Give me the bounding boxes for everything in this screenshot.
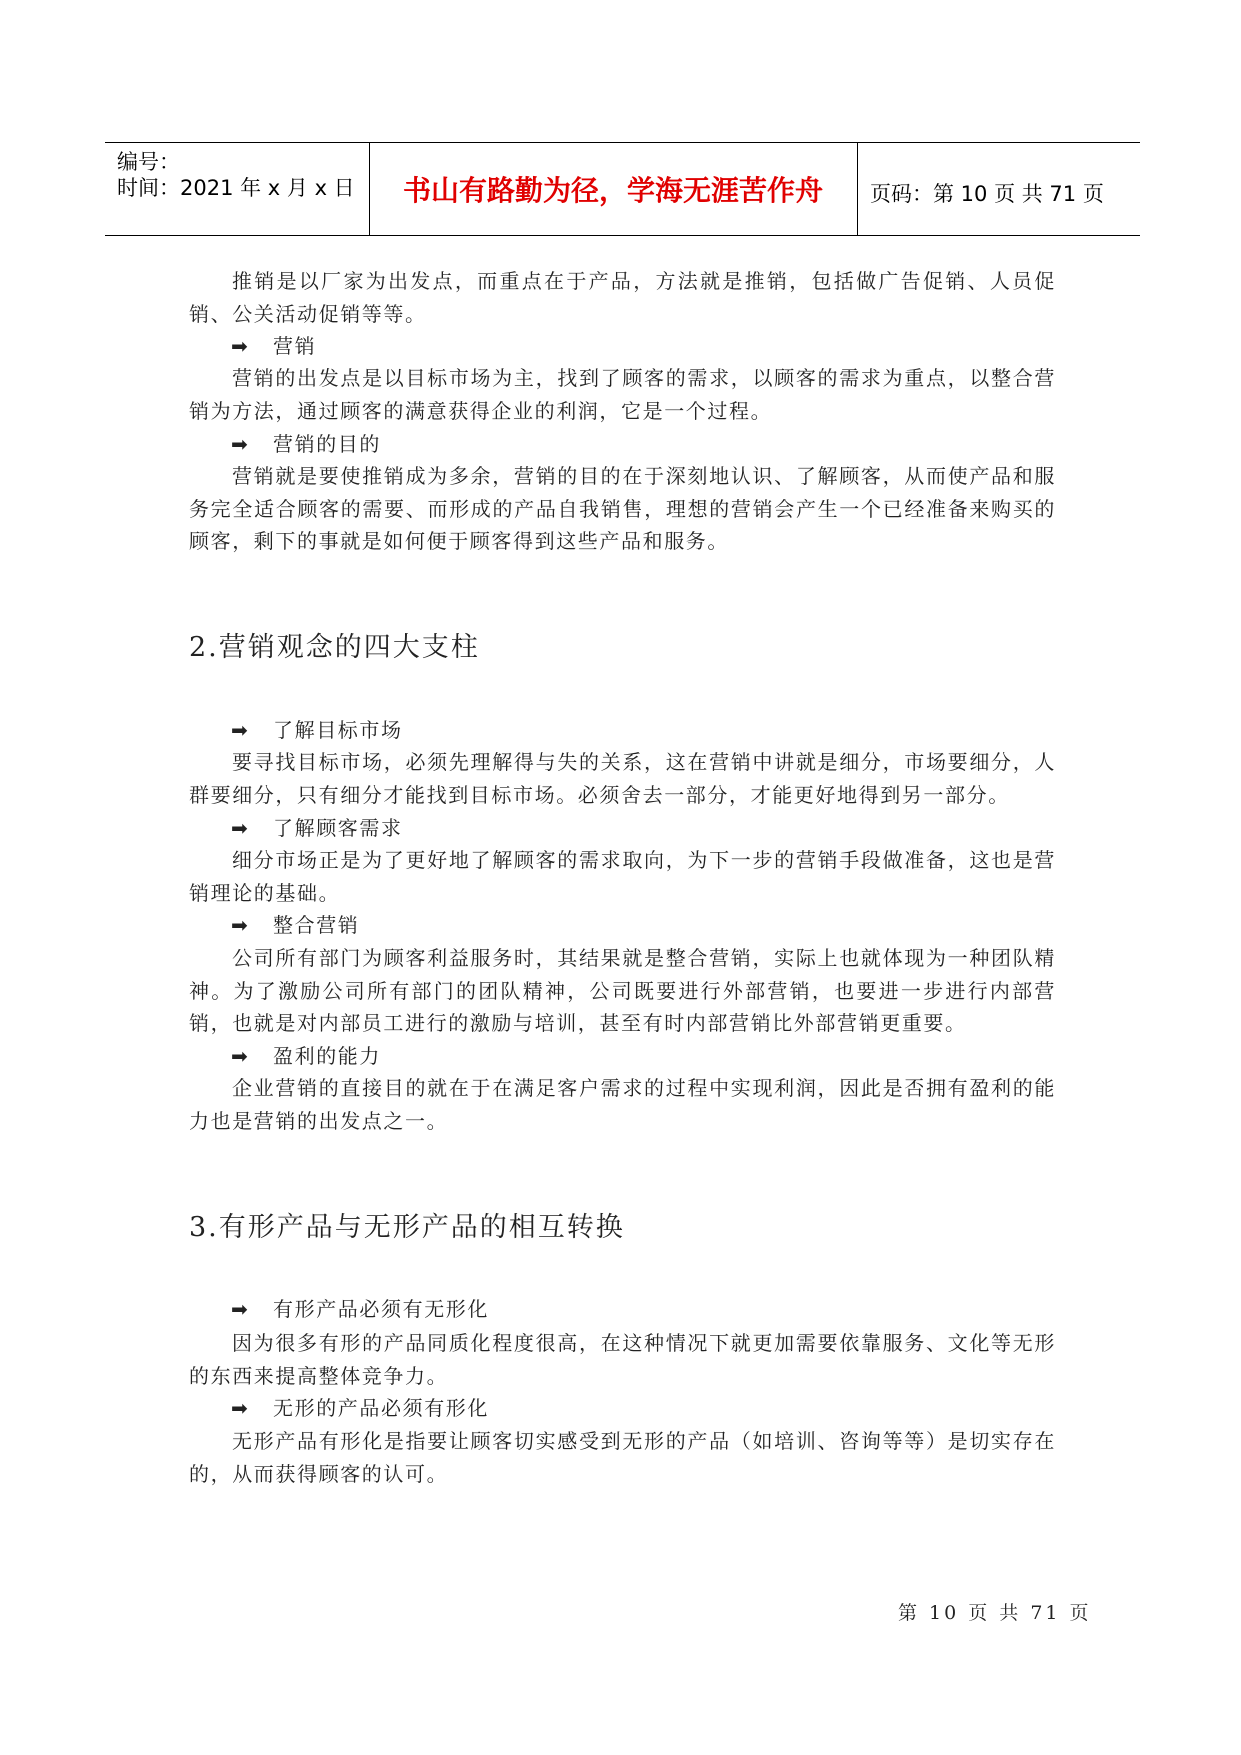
arrow-right-icon: ➡: [231, 334, 250, 358]
bullet-label: 营销的目的: [273, 432, 381, 456]
doc-number-label: 编号：: [117, 150, 180, 174]
bullet-label: 整合营销: [273, 913, 360, 937]
header-divider: [857, 142, 858, 236]
bullet-item: [231, 330, 1098, 363]
paragraph: 企业营销的直接目的就在于在满足客户需求的过程中实现利润，因此是否拥有盈利的能力也是营销的出发点之一。: [189, 1076, 1056, 1133]
arrow-right-icon: ➡: [231, 1396, 250, 1420]
arrow-right-icon: ➡: [231, 432, 250, 456]
bullet-item: [231, 1040, 1098, 1073]
arrow-right-icon: ➡: [231, 1044, 250, 1068]
paragraph: 推销是以厂家为出发点，而重点在于产品，方法就是推销，包括做广告促销、人员促销、公关活动促销等等。: [189, 269, 1056, 326]
bullet-label: 了解目标市场: [273, 718, 403, 742]
bullet-label: 营销: [273, 334, 317, 358]
paragraph: 要寻找目标市场，必须先理解得与失的关系，这在营销中讲就是细分，市场要细分，人群要细分，只有细分才能找到目标市场。必须舍去一部分，才能更好地得到另一部分。: [189, 750, 1056, 807]
header-page-label: 页码：第 10 页 共 71 页: [870, 182, 1104, 206]
paragraph: 无形产品有形化是指要让顾客切实感受到无形的产品（如培训、咨询等等）是切实存在的，从而获得顾客的认可。: [189, 1429, 1056, 1486]
arrow-right-icon: ➡: [231, 1297, 250, 1321]
bullet-item: [231, 909, 1098, 942]
bullet-label: 无形的产品必须有形化: [273, 1396, 489, 1420]
bullet-item: [231, 812, 1098, 845]
bullet-item: [231, 1392, 1098, 1425]
paragraph: 公司所有部门为顾客利益服务时，其结果就是整合营销，实际上也就体现为一种团队精神。为了激励公司所有部门的团队精神，公司既要进行外部营销，也要进一步进行内部营销，也就是对内部员工进行的激励与培训，甚至有时内部营销比外部营销更重要。: [189, 946, 1056, 1036]
bullet-item: [231, 1293, 1098, 1326]
bullet-label: 有形产品必须有无形化: [273, 1297, 489, 1321]
section-heading: 3.有形产品与无形产品的相互转换: [189, 1212, 625, 1243]
paragraph: 营销就是要使推销成为多余，营销的目的在于深刻地认识、了解顾客，从而使产品和服务完全适合顾客的需要、而形成的产品自我销售，理想的营销会产生一个已经准备来购买的顾客，剩下的事就是如何便于顾客得到这些产品和服务。: [189, 464, 1056, 554]
paragraph: 细分市场正是为了更好地了解顾客的需求取向，为下一步的营销手段做准备，这也是营销理论的基础。: [189, 848, 1056, 905]
arrow-right-icon: ➡: [231, 718, 250, 742]
paragraph: 营销的出发点是以目标市场为主，找到了顾客的需求，以顾客的需求为重点，以整合营销为方法，通过顾客的满意获得企业的利润，它是一个过程。: [189, 366, 1056, 423]
bullet-label: 盈利的能力: [273, 1044, 381, 1068]
bullet-label: 了解顾客需求: [273, 816, 403, 840]
arrow-right-icon: ➡: [231, 913, 250, 937]
bullet-item: [231, 428, 1098, 461]
arrow-right-icon: ➡: [231, 816, 250, 840]
paragraph: 因为很多有形的产品同质化程度很高，在这种情况下就更加需要依靠服务、文化等无形的东西来提高整体竞争力。: [189, 1331, 1056, 1388]
doc-time-label: 时间：2021 年 x 月 x 日: [117, 176, 355, 200]
page-footer: 第 10 页 共 71 页: [898, 1602, 1092, 1624]
header-motto: 书山有路勤为径，学海无涯苦作舟: [402, 174, 823, 207]
section-heading: 2.营销观念的四大支柱: [189, 632, 480, 663]
bullet-item: [231, 714, 1098, 747]
